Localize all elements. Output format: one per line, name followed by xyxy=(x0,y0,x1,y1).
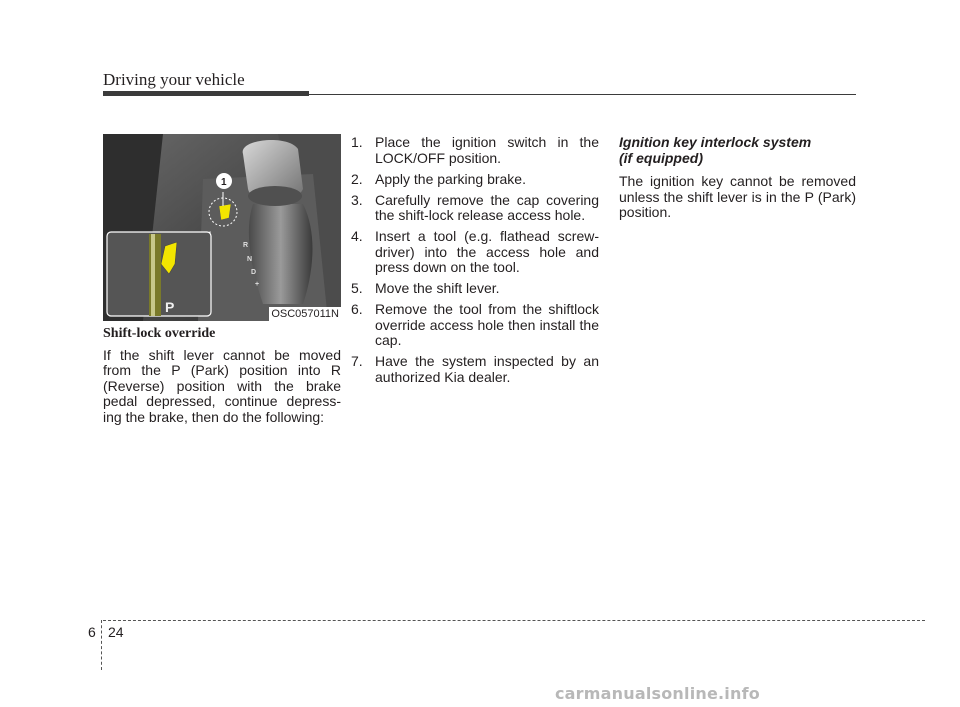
page-number: 24 xyxy=(108,624,124,640)
shift-lock-illustration xyxy=(103,134,341,321)
list-item: 4. Insert a tool (e.g. flathead screw-driver) into the access hole and press down on the tool. xyxy=(351,228,599,275)
svg-text:R: R xyxy=(243,242,249,249)
list-item: 6. Remove the tool from the shiftlock override access hole then install the cap. xyxy=(351,301,599,348)
header-rule xyxy=(309,94,856,95)
page-section-number: 6 xyxy=(88,624,96,640)
shift-lever-drawing xyxy=(103,134,341,321)
list-item: 2. Apply the parking brake. xyxy=(351,170,526,187)
svg-text:D: D xyxy=(251,269,257,276)
list-item: 1. Place the ignition switch in the LOCK/OFF position. xyxy=(351,134,599,166)
svg-text:N: N xyxy=(247,256,253,263)
section-heading: Shift-lock override xyxy=(103,326,216,341)
interlock-body: The ignition key cannot be removed unless the shift lever is in the P (Park) position. xyxy=(619,173,856,220)
inset-park-label: P xyxy=(165,299,175,315)
section-intro: If the shift lever cannot be moved from the P (Park) position into R (Reverse) position with the brake pedal depressed, continue depress-ing the brake, then do the following: xyxy=(103,346,341,425)
list-item: 5. Move the shift lever. xyxy=(351,280,500,296)
svg-text:+: + xyxy=(255,281,260,288)
watermark: carmanualsonline.info xyxy=(555,684,760,703)
list-item: 3. Carefully remove the cap covering the shift-lock release access hole. xyxy=(351,191,599,223)
list-item: 7. Have the system inspected by an authorized Kia dealer. xyxy=(351,353,599,385)
header-bar xyxy=(103,91,309,96)
page-header-title: Driving your vehicle xyxy=(103,70,245,89)
callout-number: 1 xyxy=(221,177,227,188)
footer-rule xyxy=(103,620,925,621)
figure-code: OSC057011N xyxy=(271,308,339,320)
steps-column xyxy=(351,135,599,391)
interlock-heading: Ignition key interlock system (if equipped) xyxy=(619,134,812,166)
steps-list xyxy=(351,135,599,385)
footer-vertical-rule xyxy=(101,620,102,670)
shift-lock-section xyxy=(103,326,341,425)
interlock-section xyxy=(619,135,856,221)
